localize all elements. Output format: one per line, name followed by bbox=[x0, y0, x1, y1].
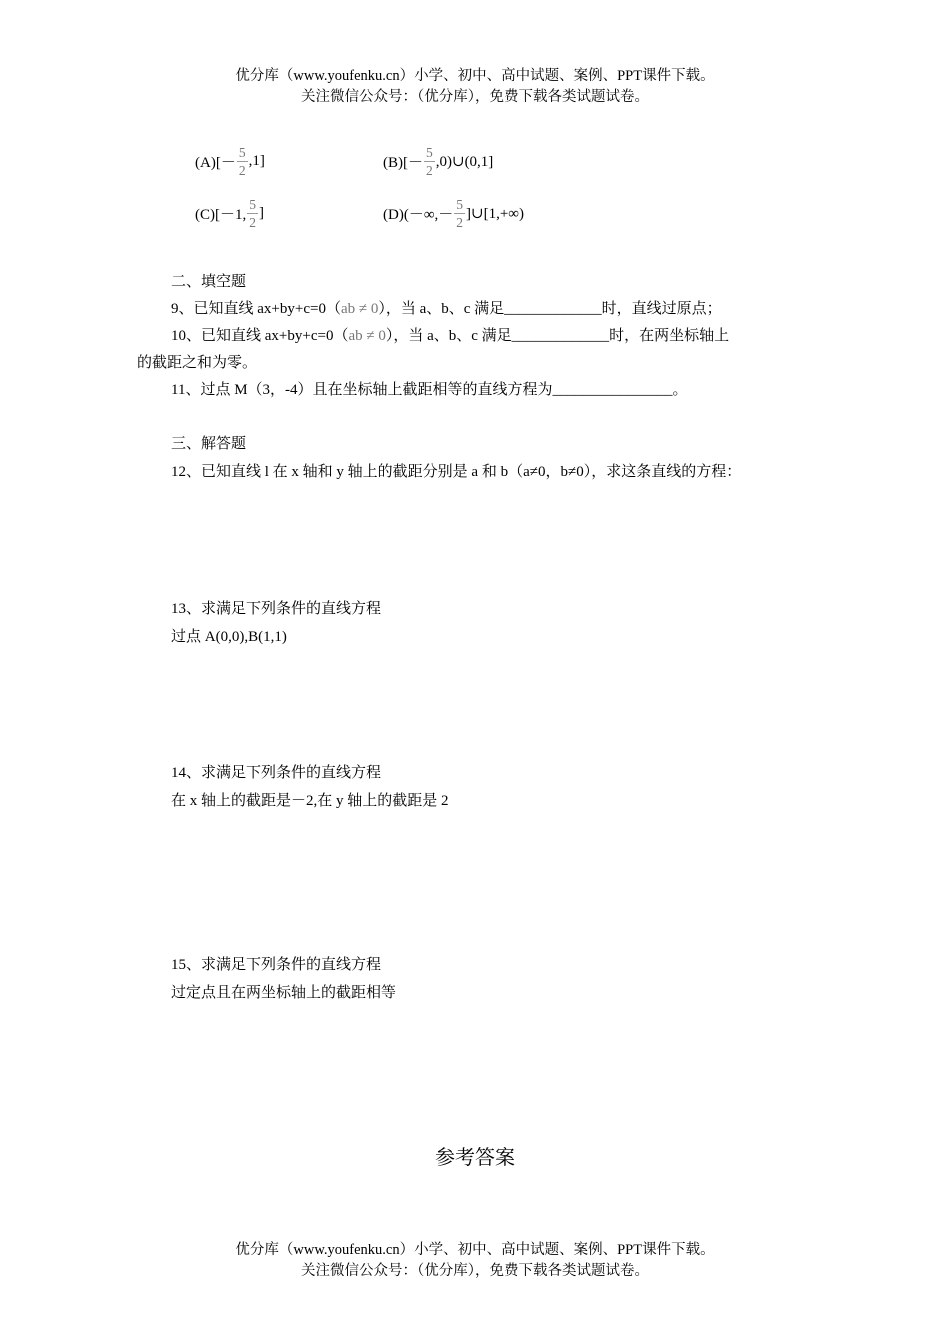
option-d-suffix: ]∪[1,+∞) bbox=[466, 205, 524, 222]
option-b-prefix: (B)[－ bbox=[383, 154, 423, 171]
question-15-title: 15、求满足下列条件的直线方程 bbox=[171, 957, 382, 973]
option-d-fraction bbox=[454, 196, 465, 231]
option-d-numerator: 5 bbox=[456, 196, 464, 212]
footer-line-1: 优分库（www.youfenku.cn）小学、初中、高中试题、案例、PPT课件下载。 bbox=[235, 1242, 715, 1258]
option-b-fraction bbox=[424, 144, 435, 179]
question-9 bbox=[171, 297, 722, 318]
option-a-fraction bbox=[237, 144, 248, 179]
question-12: 12、已知直线 l 在 x 轴和 y 轴上的截距分别是 a 和 b（a≠0，b≠0），求这条直线的方程： bbox=[171, 464, 742, 480]
option-c bbox=[195, 189, 264, 237]
question-9-math: ab ≠ 0 bbox=[340, 301, 379, 317]
option-a-suffix: ,1] bbox=[248, 152, 265, 169]
option-c-numerator: 5 bbox=[249, 196, 256, 212]
option-b-numerator: 5 bbox=[426, 144, 433, 160]
question-14-title: 14、求满足下列条件的直线方程 bbox=[171, 765, 382, 781]
header-line-2: 关注微信公众号：（优分库），免费下载各类试题试卷。 bbox=[301, 89, 649, 105]
option-c-fraction bbox=[247, 196, 258, 231]
question-15-condition: 过定点且在两坐标轴上的截距相等 bbox=[171, 985, 397, 1001]
question-10-suffix: ），当 a、b、c 满足_____________时，在两坐标轴上 bbox=[385, 328, 730, 344]
question-11: 11、过点 M（3，-4）且在坐标轴上截距相等的直线方程为________________。 bbox=[171, 382, 688, 398]
section-3-title: 三、解答题 bbox=[171, 436, 247, 452]
page-header bbox=[0, 66, 950, 108]
question-14-condition: 在 x 轴上的截距是－2,在 y 轴上的截距是 2 bbox=[171, 793, 449, 809]
option-d-prefix: (D)(－∞,－ bbox=[383, 206, 454, 223]
option-d-denominator: 2 bbox=[456, 214, 464, 230]
question-10 bbox=[171, 324, 729, 345]
header-line-1: 优分库（www.youfenku.cn）小学、初中、高中试题、案例、PPT课件下载。 bbox=[235, 68, 715, 84]
option-d bbox=[383, 189, 524, 237]
option-c-suffix: ] bbox=[259, 204, 264, 221]
option-a-prefix: (A)[－ bbox=[195, 154, 236, 171]
option-b-suffix: ,0)∪(0,1] bbox=[435, 153, 494, 170]
question-10-prefix: 10、已知直线 ax+by+c=0（ bbox=[171, 328, 349, 344]
option-a bbox=[195, 137, 265, 185]
option-c-prefix: (C)[－1, bbox=[195, 206, 247, 223]
option-a-denominator: 2 bbox=[238, 162, 246, 178]
page-footer bbox=[0, 1240, 950, 1282]
question-9-prefix: 9、已知直线 ax+by+c=0（ bbox=[171, 301, 341, 317]
option-c-denominator: 2 bbox=[249, 214, 256, 230]
option-b bbox=[383, 137, 493, 185]
option-b-denominator: 2 bbox=[426, 162, 433, 178]
section-2-title: 二、填空题 bbox=[171, 274, 247, 290]
answers-title: 参考答案 bbox=[435, 1145, 515, 1169]
question-10-math: ab ≠ 0 bbox=[348, 328, 386, 344]
question-13-title: 13、求满足下列条件的直线方程 bbox=[171, 601, 382, 617]
footer-line-2: 关注微信公众号：（优分库），免费下载各类试题试卷。 bbox=[301, 1263, 649, 1279]
question-13-condition: 过点 A(0,0),B(1,1) bbox=[171, 629, 287, 645]
question-9-suffix: ），当 a、b、c 满足_____________时，直线过原点； bbox=[378, 301, 722, 317]
option-a-numerator: 5 bbox=[238, 144, 246, 160]
question-10-continuation: 的截距之和为零。 bbox=[137, 355, 258, 371]
